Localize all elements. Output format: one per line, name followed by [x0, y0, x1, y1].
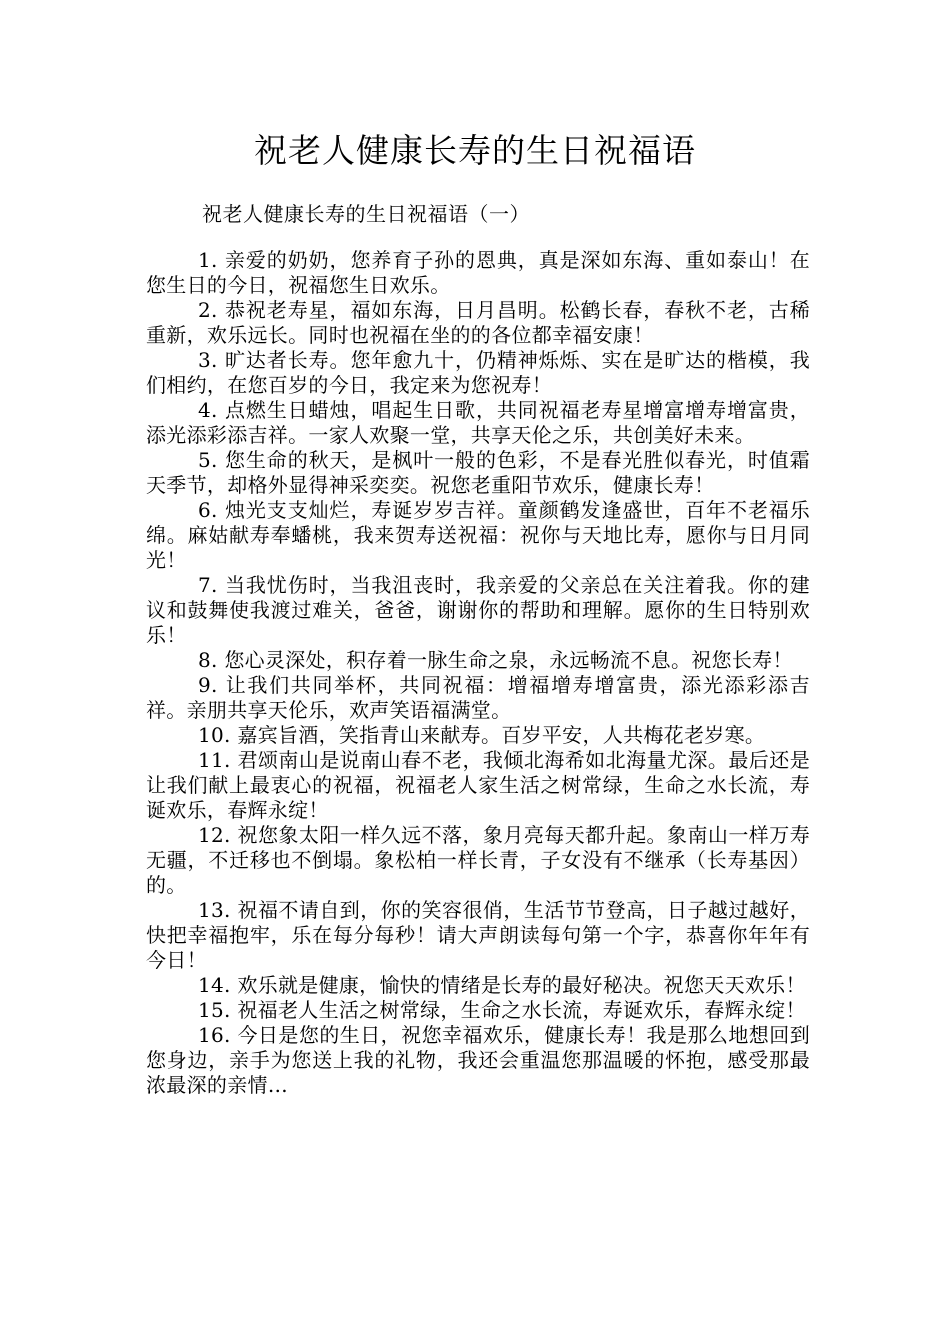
list-item: 2. 恭祝老寿星，福如东海，日月昌明。松鹤长春，春秋不老，古稀重新，欢乐远长。同时也祝福在坐的的各位都幸福安康！ — [146, 298, 810, 347]
document-title: 祝老人健康长寿的生日祝福语 — [254, 131, 696, 170]
list-item: 6. 烛光支支灿烂，寿诞岁岁吉祥。童颜鹤发逢盛世，百年不老福乐绵。麻姑献寿奉蟠桃，我来贺寿送祝福：祝你与天地比寿，愿你与日月同光！ — [146, 498, 810, 572]
list-item: 4. 点燃生日蜡烛，唱起生日歌，共同祝福老寿星增富增寿增富贵，添光添彩添吉祥。一家人欢聚一堂，共享天伦之乐，共创美好未来。 — [146, 398, 810, 447]
list-item: 1. 亲爱的奶奶，您养育子孙的恩典，真是深如东海、重如泰山！在您生日的今日，祝福您生日欢乐。 — [146, 248, 810, 297]
list-item: 16. 今日是您的生日，祝您幸福欢乐，健康长寿！我是那么地想回到您身边，亲手为您送上我的礼物，我还会重温您那温暖的怀抱，感受那最浓最深的亲情… — [146, 1023, 810, 1097]
list-item: 14. 欢乐就是健康，愉快的情绪是长寿的最好秘决。祝您天天欢乐！ — [198, 973, 806, 997]
blessing-list — [146, 248, 810, 1098]
list-item: 5. 您生命的秋天，是枫叶一般的色彩，不是春光胜似春光，时值霜天季节，却格外显得神采奕奕。祝您老重阳节欢乐，健康长寿！ — [146, 448, 810, 497]
list-item: 11. 君颂南山是说南山春不老，我倾北海希如北海量尤深。最后还是让我们献上最衷心的祝福，祝福老人家生活之树常绿，生命之水长流，寿诞欢乐，春辉永绽！ — [146, 748, 810, 822]
list-item: 8. 您心灵深处，积存着一脉生命之泉，永远畅流不息。祝您长寿！ — [198, 648, 793, 672]
list-item: 15. 祝福老人生活之树常绿，生命之水长流，寿诞欢乐，春辉永绽！ — [198, 998, 806, 1022]
list-item: 12. 祝您象太阳一样久远不落，象月亮每天都升起。象南山一样万寿无疆，不迁移也不倒塌。象松柏一样长青，子女没有不继承（长寿基因）的。 — [146, 823, 810, 897]
list-item: 7. 当我忧伤时，当我沮丧时，我亲爱的父亲总在关注着我。你的建议和鼓舞使我渡过难关，爸爸，谢谢你的帮助和理解。愿你的生日特别欢乐！ — [146, 573, 810, 647]
list-item: 3. 旷达者长寿。您年愈九十，仍精神烁烁、实在是旷达的楷模，我们相约，在您百岁的今日，我定来为您祝寿！ — [146, 348, 810, 397]
list-item: 9. 让我们共同举杯，共同祝福：增福增寿增富贵，添光添彩添吉祥。亲朋共享天伦乐，欢声笑语福满堂。 — [146, 673, 810, 722]
section-heading: 祝老人健康长寿的生日祝福语（一） — [202, 202, 530, 226]
list-item: 10. 嘉宾旨酒，笑指青山来献寿。百岁平安，人共梅花老岁寒。 — [198, 723, 766, 747]
list-item: 13. 祝福不请自到，你的笑容很俏，生活节节登高，日子越过越好，快把幸福抱牢，乐在每分每秒！请大声朗读每句第一个字，恭喜你年年有今日！ — [146, 898, 810, 972]
